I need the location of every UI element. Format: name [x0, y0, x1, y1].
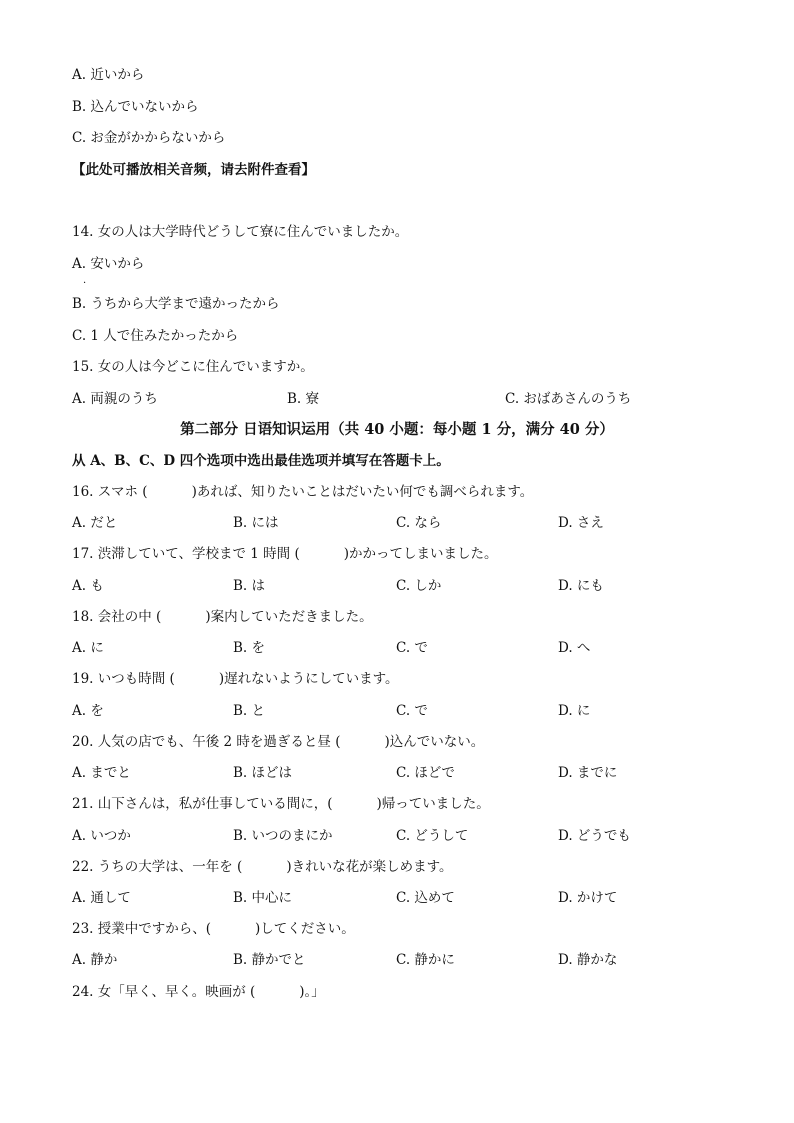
- stray-dot-mark: ·: [83, 278, 87, 289]
- q22-question-post: )きれいな花が楽しめます。: [286, 859, 453, 875]
- q18-question-pre: 18. 会社の中 (: [72, 609, 162, 625]
- q15-option-b: B. 寮: [287, 391, 320, 407]
- q15-question: 15. 女の人は今どこに住んでいますか。: [72, 359, 314, 375]
- q17-option-d: D. にも: [558, 578, 604, 594]
- q17-question-post: )かかってしまいました。: [343, 546, 498, 562]
- q21-question: [72, 795, 490, 813]
- q22-question-pre: 22. うちの大学は、一年を (: [72, 859, 243, 875]
- q20-option-d: D. までに: [558, 765, 618, 781]
- q20-question-pre: 20. 人気の店でも、午後 2 時を過ぎると昼 (: [72, 734, 341, 750]
- q16-option-b: B. には: [233, 515, 279, 531]
- q22-option-d: D. かけて: [558, 890, 618, 906]
- q24-question: [72, 983, 325, 1001]
- q23-question-pre: 23. 授業中ですから、(: [72, 921, 212, 937]
- q22-question: [72, 858, 453, 876]
- q13-option-b: B. 込んでいないから: [72, 99, 199, 115]
- q16-question-pre: 16. スマホ (: [72, 484, 148, 500]
- q17-option-c: C. しか: [396, 578, 442, 594]
- q23-option-b: B. 静かでと: [233, 952, 306, 968]
- q14-option-a: A. 安いから: [72, 256, 145, 272]
- q19-question: [72, 670, 399, 688]
- q22-option-a: A. 通して: [72, 890, 131, 906]
- q18-option-d: D. へ: [558, 640, 591, 656]
- q24-question-post: )。」: [299, 984, 325, 1000]
- q19-question-post: )遅れないようにしています。: [218, 671, 399, 687]
- q17-question-pre: 17. 渋滞していて、学校まで 1 時間 (: [72, 546, 300, 562]
- q21-option-d: D. どうでも: [558, 828, 631, 844]
- q16-question: [72, 483, 533, 501]
- q20-option-c: C. ほどで: [396, 765, 455, 781]
- q14-question: 14. 女の人は大学時代どうして寮に住んでいましたか。: [72, 224, 409, 240]
- q18-option-b: B. を: [233, 640, 266, 656]
- q21-option-c: C. どうして: [396, 828, 469, 844]
- q18-option-c: C. で: [396, 640, 428, 656]
- q20-question: [72, 733, 484, 751]
- q18-question: [72, 608, 373, 626]
- q17-option-b: B. は: [233, 578, 266, 594]
- q23-question: [72, 920, 355, 938]
- q14-option-b: B. うちから大学まで遠かったから: [72, 296, 280, 312]
- q17-question: [72, 545, 498, 563]
- q20-option-b: B. ほどは: [233, 765, 293, 781]
- q24-question-pre: 24. 女「早く、早く。映画が (: [72, 984, 256, 1000]
- section-title: 第二部分 日语知识运用（共 40 小题：每小题 1 分，满分 40 分）: [180, 421, 614, 438]
- q17-option-a: A. も: [72, 578, 104, 594]
- q21-question-pre: 21. 山下さんは，私が仕事している間に，(: [72, 796, 333, 812]
- q18-option-a: A. に: [72, 640, 104, 656]
- q20-question-post: )込んでいない。: [384, 734, 485, 750]
- q16-question-post: )あれば、知りたいことはだいたい何でも調べられます。: [191, 484, 534, 500]
- q14-option-c: C. 1 人で住みたかったから: [72, 328, 239, 344]
- q18-question-post: )案内していただきました。: [205, 609, 373, 625]
- q19-option-b: B. と: [233, 703, 266, 719]
- q22-option-b: B. 中心に: [233, 890, 293, 906]
- q21-question-post: )帰っていました。: [376, 796, 490, 812]
- q19-question-pre: 19. いつも時間 (: [72, 671, 175, 687]
- q23-question-post: )してください。: [255, 921, 355, 937]
- q19-option-d: D. に: [558, 703, 591, 719]
- q16-option-a: A. だと: [72, 515, 118, 531]
- q16-option-d: D. さえ: [558, 515, 604, 531]
- q23-option-d: D. 静かな: [558, 952, 618, 968]
- q19-option-c: C. で: [396, 703, 428, 719]
- audio-notice: 【此处可播放相关音频，请去附件查看】: [72, 162, 315, 178]
- q23-option-a: A. 静か: [72, 952, 118, 968]
- q23-option-c: C. 静かに: [396, 952, 455, 968]
- q13-option-a: A. 近いから: [72, 67, 145, 83]
- q15-option-c: C. おばあさんのうち: [505, 391, 632, 407]
- q15-option-a: A. 両親のうち: [72, 391, 158, 407]
- q21-option-a: A. いつか: [72, 828, 131, 844]
- q21-option-b: B. いつのまにか: [233, 828, 333, 844]
- q16-option-c: C. なら: [396, 515, 442, 531]
- q13-option-c: C. お金がかからないから: [72, 130, 226, 146]
- q20-option-a: A. までと: [72, 765, 131, 781]
- section-instruction: 从 A、B、C、D 四个选项中选出最佳选项并填写在答题卡上。: [72, 453, 450, 469]
- q19-option-a: A. を: [72, 703, 104, 719]
- q22-option-c: C. 込めて: [396, 890, 455, 906]
